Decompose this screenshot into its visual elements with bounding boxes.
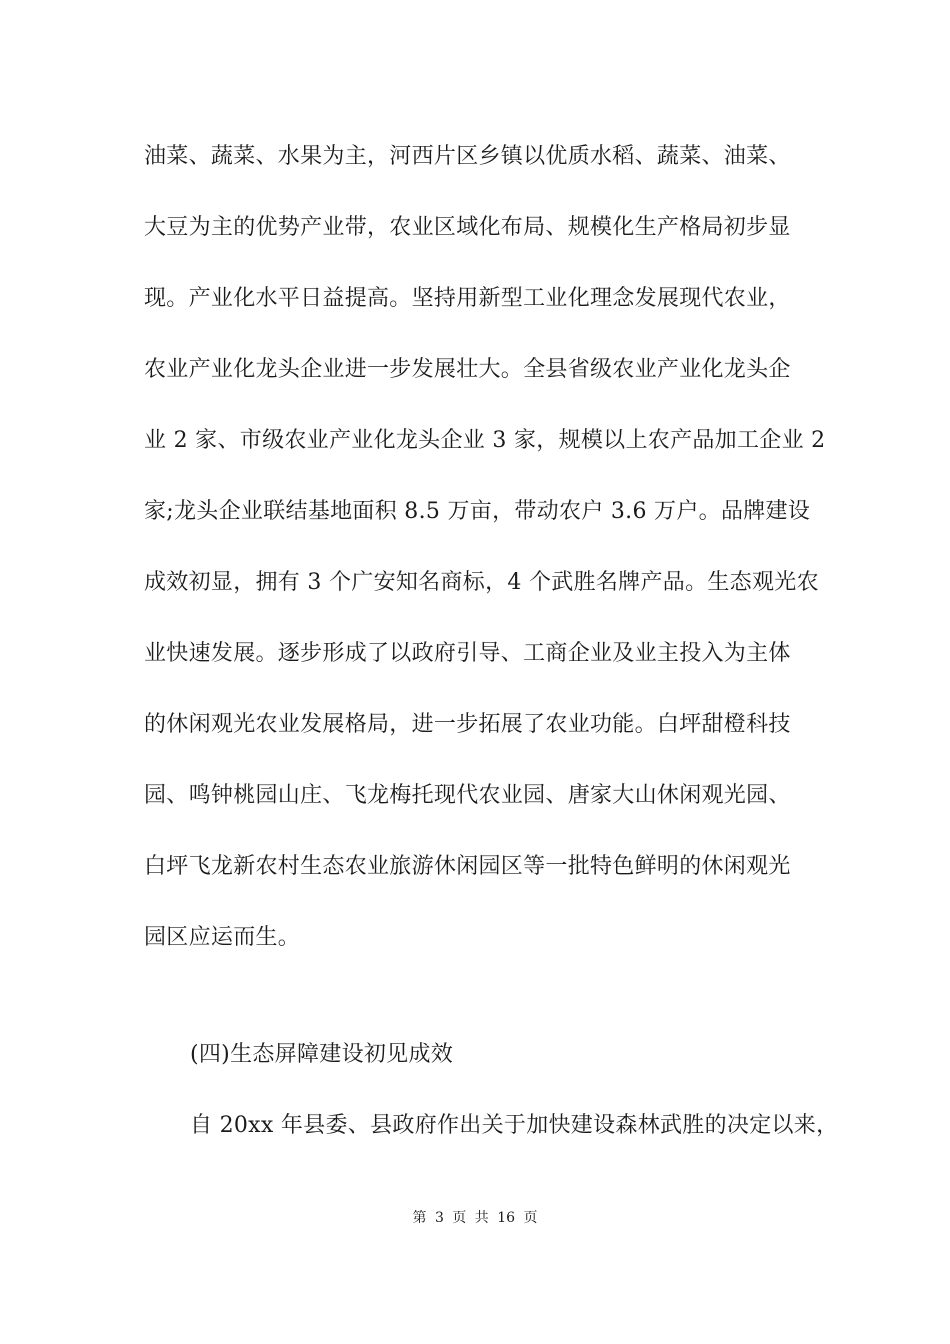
- body-text-line: 园区应运而生。: [144, 925, 301, 950]
- section-heading: (四)生态屏障建设初见成效: [190, 1042, 454, 1067]
- body-text-line: 的休闲观光农业发展格局，进一步拓展了农业功能。白坪甜橙科技: [144, 712, 791, 737]
- body-text-line: 油菜、蔬菜、水果为主，河西片区乡镇以优质水稻、蔬菜、油菜、: [144, 144, 791, 169]
- body-text-line: 农业产业化龙头企业进一步发展壮大。全县省级农业产业化龙头企: [144, 357, 791, 382]
- body-text-line: 现。产业化水平日益提高。坚持用新型工业化理念发展现代农业，: [144, 286, 791, 311]
- body-text-line: 园、鸣钟桃园山庄、飞龙梅托现代农业园、唐家大山休闲观光园、: [144, 783, 791, 808]
- body-text-line: 家;龙头企业联结基地面积 8.5 万亩，带动农户 3.6 万户。品牌建设: [144, 499, 811, 524]
- body-text-line: 业 2 家、市级农业产业化龙头企业 3 家，规模以上农产品加工企业 2: [144, 428, 826, 453]
- body-text-line: 成效初显，拥有 3 个广安知名商标，4 个武胜名牌产品。生态观光农: [144, 570, 819, 595]
- body-text-line: 大豆为主的优势产业带，农业区域化布局、规模化生产格局初步显: [144, 215, 791, 240]
- page-number-footer: 第 3 页 共 16 页: [412, 1210, 538, 1226]
- body-text-line: 白坪飞龙新农村生态农业旅游休闲园区等一批特色鲜明的休闲观光: [144, 854, 791, 879]
- body-text-line: 自 20xx 年县委、县政府作出关于加快建设森林武胜的决定以来，: [190, 1113, 839, 1138]
- body-text-line: 业快速发展。逐步形成了以政府引导、工商企业及业主投入为主体: [144, 641, 791, 666]
